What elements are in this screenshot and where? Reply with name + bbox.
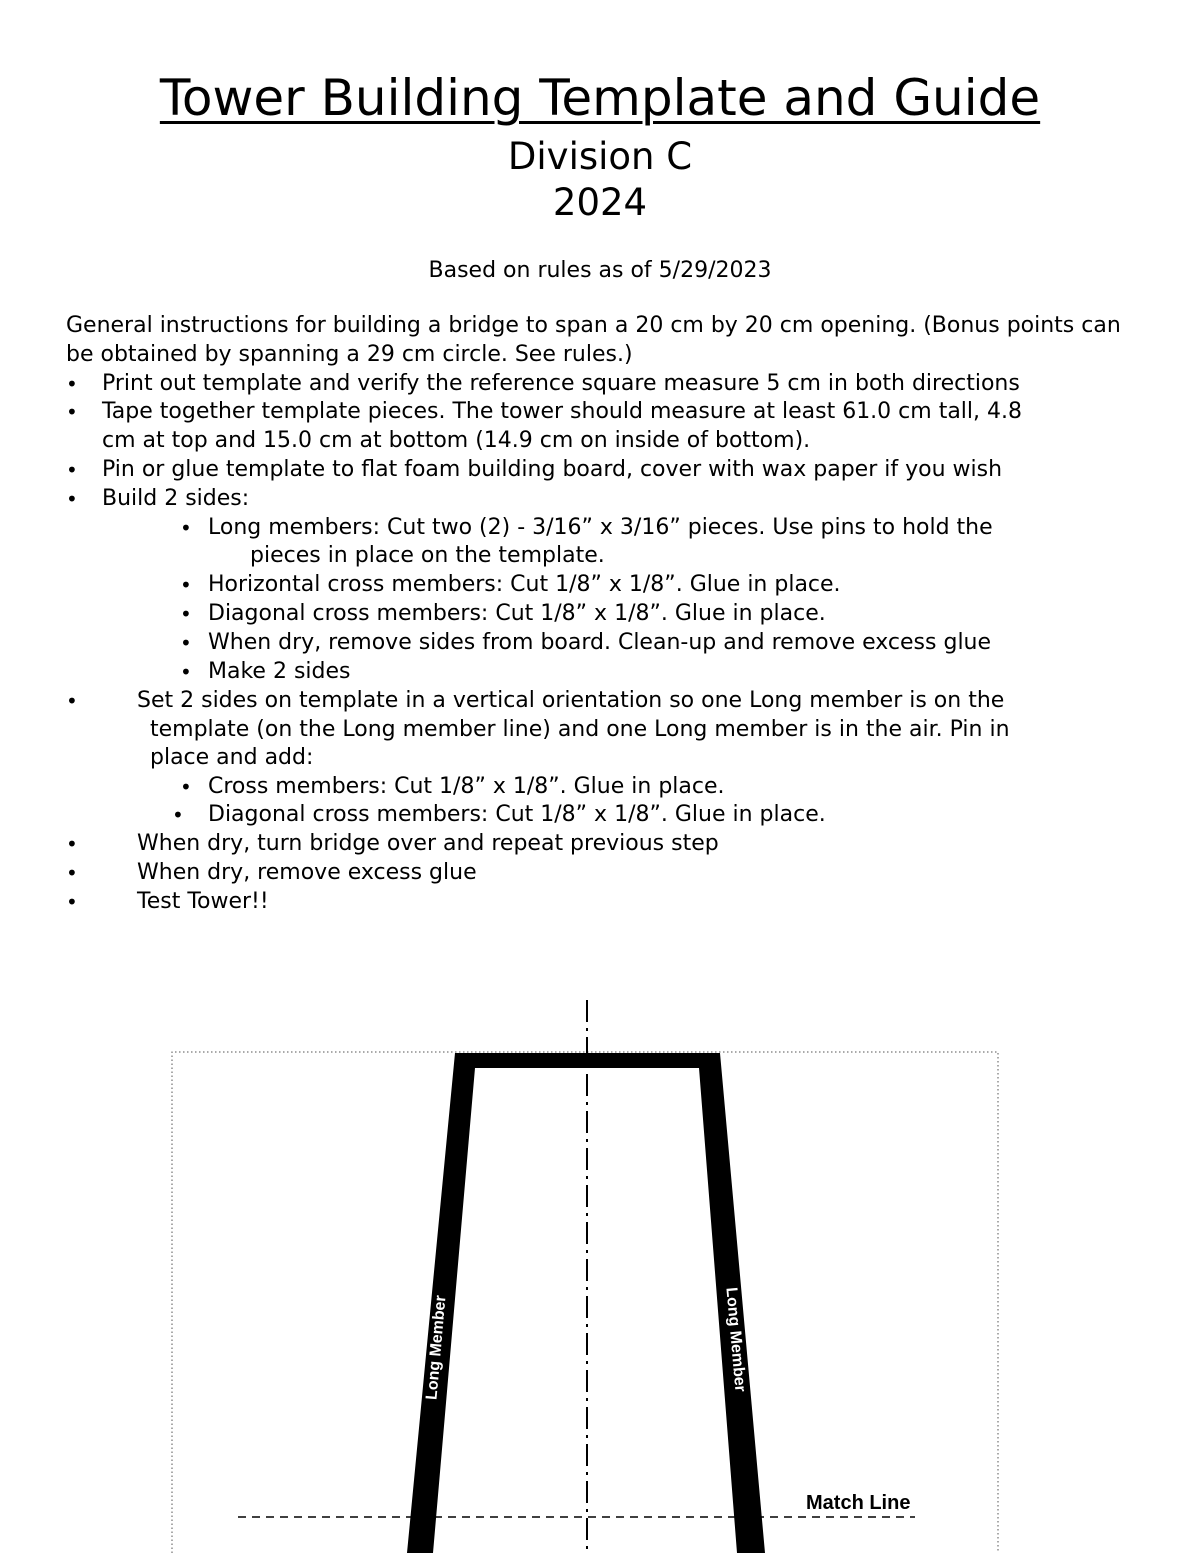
substep-horizontal-cross-members: Horizontal cross members: Cut 1/8” x 1/8”. Glue in place. (208, 572, 841, 597)
substep-make-sides: Make 2 sides (208, 659, 351, 684)
bullet-marker: • (66, 458, 78, 482)
bullet-marker: • (172, 803, 184, 827)
instruction-turn-over: When dry, turn bridge over and repeat previous step (137, 831, 719, 856)
substep-remove-sides: When dry, remove sides from board. Clean-up and remove excess glue (208, 630, 992, 655)
left-long-member-label: Long Member (423, 1294, 450, 1401)
bullet-marker: • (66, 689, 78, 713)
match-line-label: Match Line (806, 1492, 911, 1514)
instruction-remove-glue: When dry, remove excess glue (137, 860, 477, 885)
instruction-set-sides-continued: place and add: (150, 745, 314, 770)
year-subtitle: 2024 (552, 181, 648, 224)
substep-long-members: Long members: Cut two (2) - 3/16” x 3/16” pieces. Use pins to hold the (208, 515, 993, 540)
division-subtitle: Division C (507, 135, 693, 178)
template-page-border (172, 1052, 998, 1553)
rules-date-note: Based on rules as of 5/29/2023 (428, 258, 772, 283)
intro-paragraph: General instructions for building a bridge to span a 20 cm by 20 cm opening. (Bonus points can be obtained by spanning a 29 cm circle. See rules.) (66, 313, 1121, 367)
instruction-tape-pieces: Tape together template pieces. The tower should measure at least 61.0 cm tall, 4.8 (102, 399, 1022, 424)
substep-diagonal-cross-members-2: Diagonal cross members: Cut 1/8” x 1/8”. Glue in place. (208, 802, 826, 827)
bullet-marker: • (66, 400, 78, 424)
bullet-marker: • (180, 631, 192, 655)
right-long-member-label: Long Member (722, 1286, 749, 1393)
bullet-marker: • (66, 832, 78, 856)
bullet-marker: • (180, 602, 192, 626)
instruction-set-sides: Set 2 sides on template in a vertical orientation so one Long member is on the (137, 688, 1005, 713)
bullet-marker: • (180, 775, 192, 799)
instruction-test-tower: Test Tower!! (137, 889, 269, 914)
bullet-marker: • (66, 487, 78, 511)
document-title: Tower Building Template and Guide (159, 69, 1041, 127)
bullet-marker: • (180, 516, 192, 540)
instruction-pin-template: Pin or glue template to flat foam building board, cover with wax paper if you wish (102, 457, 1003, 482)
substep-diagonal-cross-members: Diagonal cross members: Cut 1/8” x 1/8”. Glue in place. (208, 601, 826, 626)
bullet-marker: • (66, 890, 78, 914)
instruction-print-template: Print out template and verify the reference square measure 5 cm in both directions (102, 371, 1020, 396)
substep-cross-members: Cross members: Cut 1/8” x 1/8”. Glue in place. (208, 774, 725, 799)
instruction-build-sides: Build 2 sides: (102, 486, 250, 511)
bullet-marker: • (180, 573, 192, 597)
bullet-marker: • (180, 660, 192, 684)
instruction-set-sides-continued: template (on the Long member line) and one Long member is in the air. Pin in (150, 717, 1010, 742)
bullet-marker: • (66, 861, 78, 885)
bullet-marker: • (66, 372, 78, 396)
instruction-tape-pieces-continued: cm at top and 15.0 cm at bottom (14.9 cm on inside of bottom). (102, 428, 811, 453)
substep-long-members-continued: pieces in place on the template. (250, 543, 605, 568)
